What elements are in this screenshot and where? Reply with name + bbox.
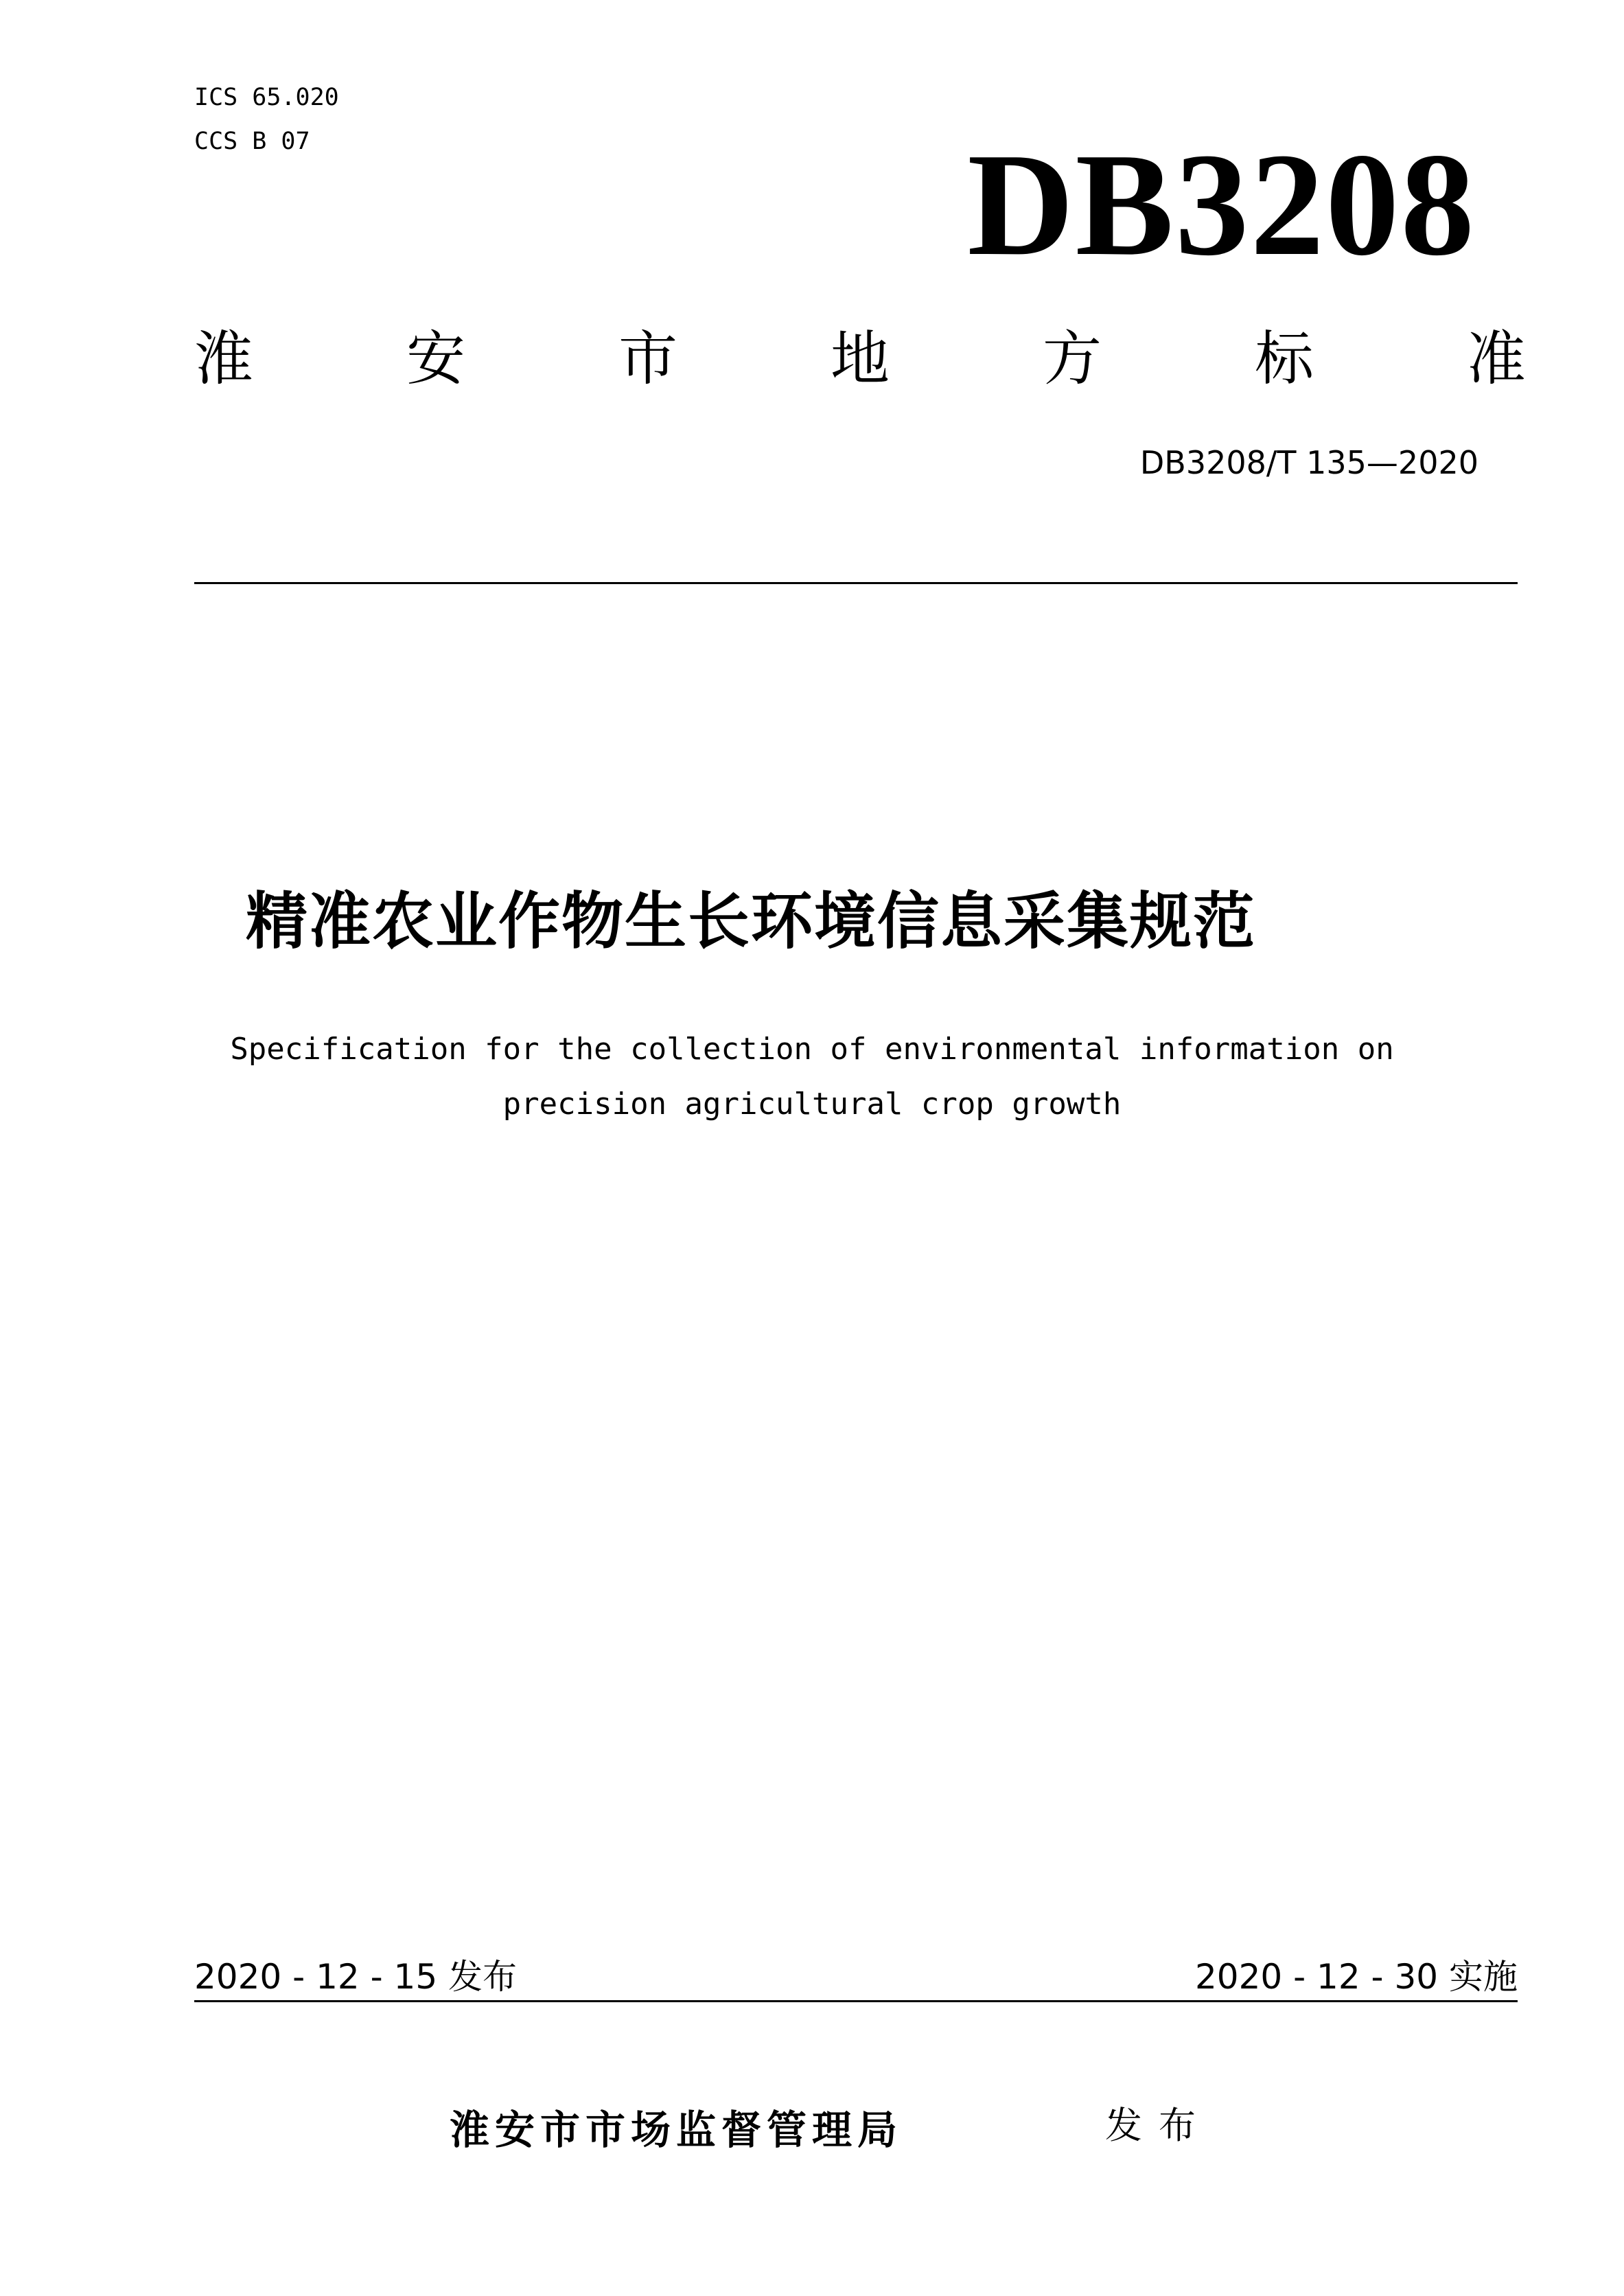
implementation-date: 2020 - 12 - 30 实施	[1194, 1957, 1518, 1997]
document-title-english-line-1: Specification for the collection of environmental information on	[230, 1032, 1394, 1067]
doc-type-char: 淮	[194, 325, 253, 393]
publication-date: 2020 - 12 - 15 发布	[194, 1957, 518, 1997]
doc-type-char: 标	[1255, 325, 1314, 393]
document-title-chinese: 精准农业作物生长环境信息采集规范	[246, 885, 1256, 958]
standard-number: DB3208/T 135—2020	[1139, 444, 1478, 481]
header-divider	[194, 582, 1518, 584]
document-title-english-line-2: precision agricultural crop growth	[502, 1087, 1122, 1122]
issue-label: 发布	[1105, 2104, 1212, 2147]
doc-type-char: 市	[618, 325, 677, 393]
standard-code-mark: DB3208	[967, 122, 1476, 286]
document-type-heading	[194, 321, 1526, 397]
footer-divider	[194, 2000, 1518, 2002]
doc-type-char: 准	[1467, 325, 1526, 393]
ics-code: ICS 65.020	[194, 84, 339, 111]
doc-type-char: 方	[1043, 325, 1102, 393]
doc-type-char: 安	[406, 325, 465, 393]
issuing-authority: 淮安市市场监督管理局	[450, 2107, 903, 2153]
doc-type-char: 地	[831, 325, 890, 393]
ccs-code: CCS B 07	[194, 128, 310, 155]
